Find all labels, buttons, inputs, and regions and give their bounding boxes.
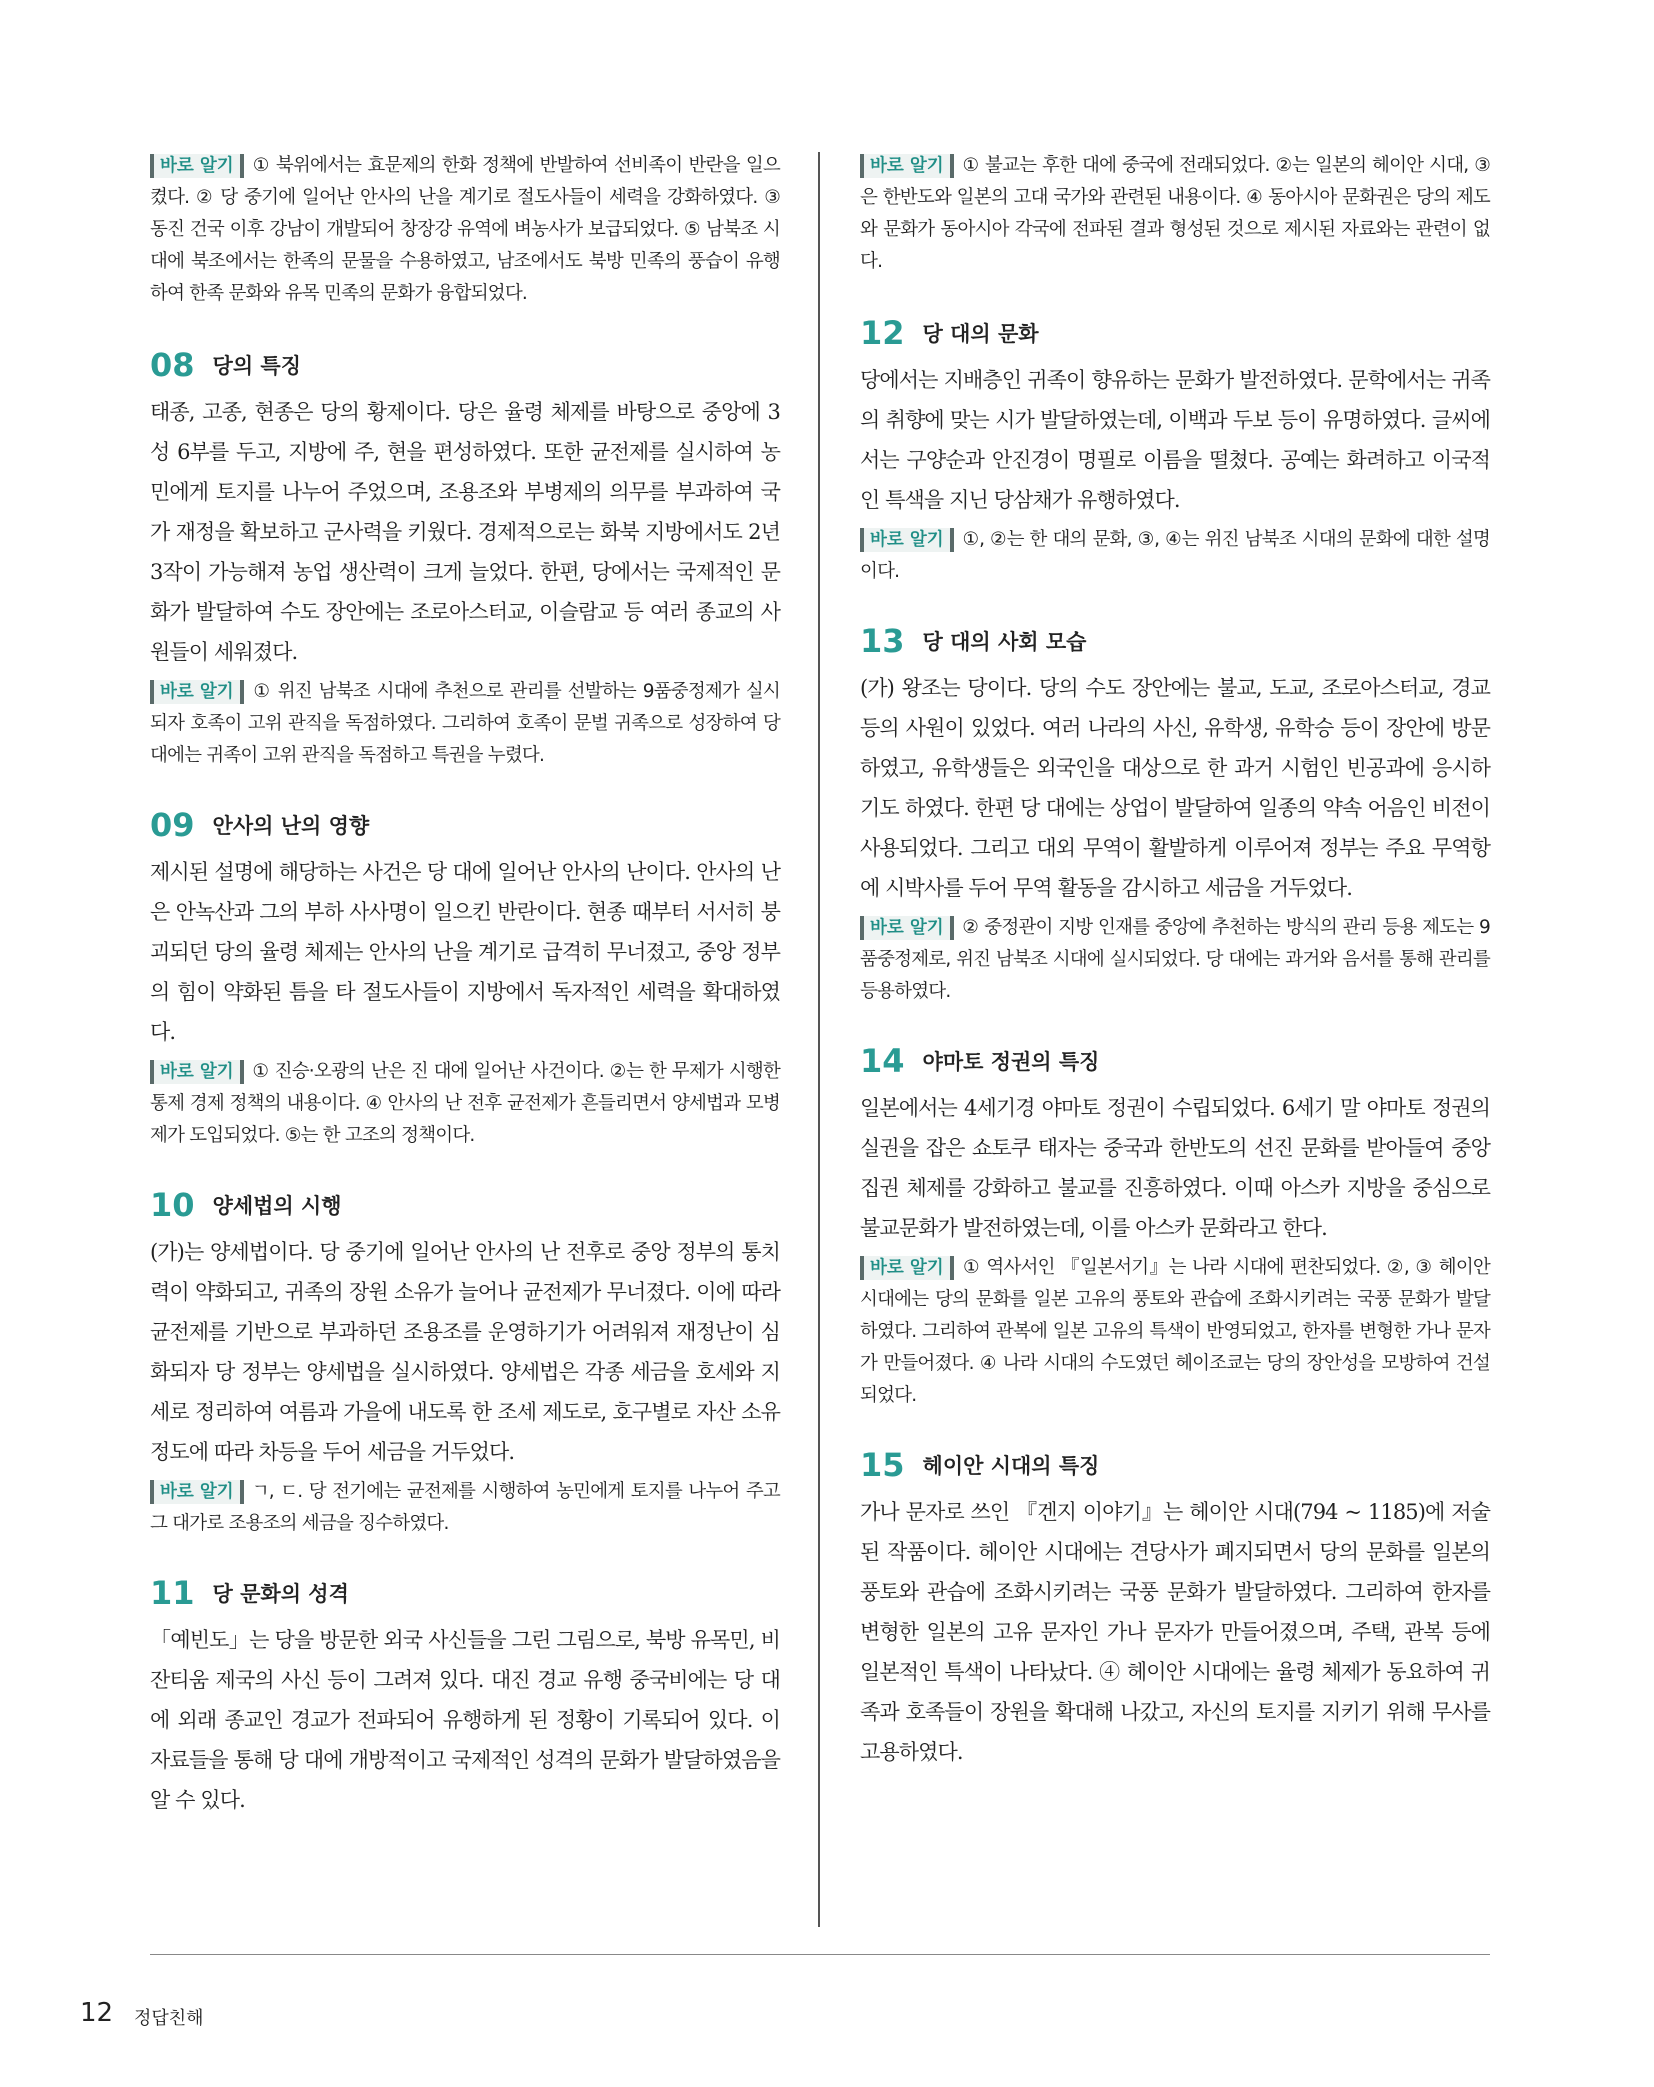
answer-note xyxy=(150,1476,780,1540)
section-number: 12 xyxy=(860,314,905,352)
answer-tag: 바로 알기 xyxy=(150,1060,244,1084)
footer-rule xyxy=(150,1954,1490,1955)
section-title: 당 대의 사회 모습 xyxy=(922,630,1087,654)
note-text: ① 불교는 후한 대에 중국에 전래되었다. ②는 일본의 헤이안 시대, ③은 한반도와 일본의 고대 국가와 관련된 내용이다. ④ 동아시아 문화권은 당의 제도와 문화가 동아시아 각국에 전파된 결과 형성된 것으로 제시된 자료와는 관련이 없다. xyxy=(860,155,1490,272)
column-divider xyxy=(818,152,820,1927)
section-number: 11 xyxy=(150,1574,195,1612)
answer-tag: 바로 알기 xyxy=(150,1480,244,1504)
section-12 xyxy=(860,314,1490,588)
section-number: 14 xyxy=(860,1042,905,1080)
note-text: ①, ②는 한 대의 문화, ③, ④는 위진 남북조 시대의 문화에 대한 설명이다. xyxy=(860,529,1490,582)
section-title: 당의 특징 xyxy=(212,354,301,378)
footer-label: 정답친해 xyxy=(134,2008,204,2029)
section-title: 야마토 정권의 특징 xyxy=(922,1050,1100,1074)
right-column xyxy=(860,150,1490,1806)
section-number: 09 xyxy=(150,806,195,844)
answer-tag: 바로 알기 xyxy=(150,154,244,178)
section-13 xyxy=(860,622,1490,1008)
answer-tag: 바로 알기 xyxy=(150,680,244,704)
answer-note xyxy=(860,524,1490,588)
section-body: 제시된 설명에 해당하는 사건은 당 대에 일어난 안사의 난이다. 안사의 난은 안녹산과 그의 부하 사사명이 일으킨 반란이다. 현종 때부터 서서히 붕괴되던 당의 율령 체제는 안사의 난을 계기로 급격히 무너졌고, 중앙 정부의 힘이 약화된 틈을 타 절도사들이 지방에서 독자적인 세력을 확대하였다. xyxy=(150,860,780,1044)
answer-note xyxy=(860,912,1490,1008)
section-title: 안사의 난의 영향 xyxy=(212,814,370,838)
answer-note xyxy=(860,1252,1490,1412)
section-title: 헤이안 시대의 특징 xyxy=(922,1454,1100,1478)
section-number: 08 xyxy=(150,346,195,384)
note-text: ㄱ, ㄷ. 당 전기에는 균전제를 시행하여 농민에게 토지를 나누어 주고 그 대가로 조용조의 세금을 징수하였다. xyxy=(150,1481,780,1534)
section-11 xyxy=(150,1574,780,1820)
section-body: (가) 왕조는 당이다. 당의 수도 장안에는 불교, 도교, 조로아스터교, 경교 등의 사원이 있었다. 여러 나라의 사신, 유학생, 유학승 등이 장안에 방문하였고, 유학생들은 외국인을 대상으로 한 과거 시험인 빈공과에 응시하기도 하였다. 한편 당 대에는 상업이 발달하여 일종의 약속 어음인 비전이 사용되었다. 그리고 대외 무역이 활발하게 이루어져 정부는 주요 무역항에 시박사를 두어 무역 활동을 감시하고 세금을 거두었다. xyxy=(860,676,1490,900)
answer-tag: 바로 알기 xyxy=(860,916,954,940)
section-title: 당 문화의 성격 xyxy=(212,1582,349,1606)
section-title: 당 대의 문화 xyxy=(922,322,1039,346)
section-body: 태종, 고종, 현종은 당의 황제이다. 당은 율령 체제를 바탕으로 중앙에 3성 6부를 두고, 지방에 주, 현을 편성하였다. 또한 균전제를 실시하여 농민에게 토지를 나누어 주었으며, 조용조와 부병제의 의무를 부과하여 국가 재정을 확보하고 군사력을 키웠다. 경제적으로는 화북 지방에서도 2년 3작이 가능해져 농업 생산력이 크게 늘었다. 한편, 당에서는 국제적인 문화가 발달하여 수도 장안에는 조로아스터교, 이슬람교 등 여러 종교의 사원들이 세워졌다. xyxy=(150,400,780,664)
section-14 xyxy=(860,1042,1490,1412)
left-column xyxy=(150,150,780,1854)
page-number: 12 xyxy=(80,1998,114,2028)
section-title: 양세법의 시행 xyxy=(212,1194,342,1218)
section-number: 15 xyxy=(860,1446,905,1484)
note-text: ① 위진 남북조 시대에 추천으로 관리를 선발하는 9품중정제가 실시되자 호족이 고위 관직을 독점하였다. 그리하여 호족이 문벌 귀족으로 성장하여 당 대에는 귀족이 고위 관직을 독점하고 특권을 누렸다. xyxy=(150,681,780,766)
section-body: 가나 문자로 쓰인 『겐지 이야기』는 헤이안 시대(794 ~ 1185)에 저술된 작품이다. 헤이안 시대에는 견당사가 폐지되면서 당의 문화를 일본의 풍토와 관습에 조화시키려는 국풍 문화가 발달하였다. 그리하여 한자를 변형한 일본의 고유 문자인 가나 문자가 만들어졌으며, 주택, 관복 등에 일본적인 특색이 나타났다. ④ 헤이안 시대에는 율령 체제가 동요하여 귀족과 호족들이 장원을 확대해 나갔고, 자신의 토지를 지키기 위해 무사를 고용하였다. xyxy=(860,1500,1490,1764)
note-text: ① 진승·오광의 난은 진 대에 일어난 사건이다. ②는 한 무제가 시행한 통제 경제 정책의 내용이다. ④ 안사의 난 전후 균전제가 흔들리면서 양세법과 모병제가 도입되었다. ⑤는 한 고조의 정책이다. xyxy=(150,1061,780,1146)
note-text: ① 역사서인 『일본서기』는 나라 시대에 편찬되었다. ②, ③ 헤이안 시대에는 당의 문화를 일본 고유의 풍토와 관습에 조화시키려는 국풍 문화가 발달하였다. 그리하여 관복에 일본 고유의 특색이 반영되었고, 한자를 변형한 가나 문자가 만들어졌다. ④ 나라 시대의 수도였던 헤이조쿄는 당의 장안성을 모방하여 건설되었다. xyxy=(860,1257,1490,1406)
answer-tag: 바로 알기 xyxy=(860,528,954,552)
section-09 xyxy=(150,806,780,1152)
answer-note xyxy=(150,676,780,772)
answer-note xyxy=(150,150,780,310)
answer-note xyxy=(860,150,1490,278)
section-number: 13 xyxy=(860,622,905,660)
section-number: 10 xyxy=(150,1186,195,1224)
answer-tag: 바로 알기 xyxy=(860,154,954,178)
section-body: 당에서는 지배층인 귀족이 향유하는 문화가 발전하였다. 문학에서는 귀족의 취향에 맞는 시가 발달하였는데, 이백과 두보 등이 유명하였다. 글씨에서는 구양순과 안진경이 명필로 이름을 떨쳤다. 공예는 화려하고 이국적인 특색을 지닌 당삼채가 유행하였다. xyxy=(860,368,1490,512)
section-body: 일본에서는 4세기경 야마토 정권이 수립되었다. 6세기 말 야마토 정권의 실권을 잡은 쇼토쿠 태자는 중국과 한반도의 선진 문화를 받아들여 중앙 집권 체제를 강화하고 불교를 진흥하였다. 이때 아스카 지방을 중심으로 불교문화가 발전하였는데, 이를 아스카 문화라고 한다. xyxy=(860,1096,1490,1240)
note-text: ② 중정관이 지방 인재를 중앙에 추천하는 방식의 관리 등용 제도는 9품중정제로, 위진 남북조 시대에 실시되었다. 당 대에는 과거와 음서를 통해 관리를 등용하였다. xyxy=(860,917,1490,1002)
section-15 xyxy=(860,1446,1490,1772)
section-08 xyxy=(150,346,780,772)
answer-tag: 바로 알기 xyxy=(860,1256,954,1280)
answer-note xyxy=(150,1056,780,1152)
section-body: (가)는 양세법이다. 당 중기에 일어난 안사의 난 전후로 중앙 정부의 통치력이 약화되고, 귀족의 장원 소유가 늘어나 균전제가 무너졌다. 이에 따라 균전제를 기반으로 부과하던 조용조를 운영하기가 어려워져 재정난이 심화되자 당 정부는 양세법을 실시하였다. 양세법은 각종 세금을 호세와 지세로 정리하여 여름과 가을에 내도록 한 조세 제도로, 호구별로 자산 소유 정도에 따라 차등을 두어 세금을 거두었다. xyxy=(150,1240,780,1464)
note-text: ① 북위에서는 효문제의 한화 정책에 반발하여 선비족이 반란을 일으켰다. ② 당 중기에 일어난 안사의 난을 계기로 절도사들이 세력을 강화하였다. ③ 동진 건국 이후 강남이 개발되어 창장강 유역에 벼농사가 보급되었다. ⑤ 남북조 시대에 북조에서는 한족의 문물을 수용하였고, 남조에서도 북방 민족의 풍습이 유행하여 한족 문화와 유목 민족의 문화가 융합되었다. xyxy=(150,155,780,304)
section-10 xyxy=(150,1186,780,1540)
section-body: 「예빈도」는 당을 방문한 외국 사신들을 그린 그림으로, 북방 유목민, 비잔티움 제국의 사신 등이 그려져 있다. 대진 경교 유행 중국비에는 당 대에 외래 종교인 경교가 전파되어 유행하게 된 정황이 기록되어 있다. 이 자료들을 통해 당 대에 개방적이고 국제적인 성격의 문화가 발달하였음을 알 수 있다. xyxy=(150,1628,780,1812)
